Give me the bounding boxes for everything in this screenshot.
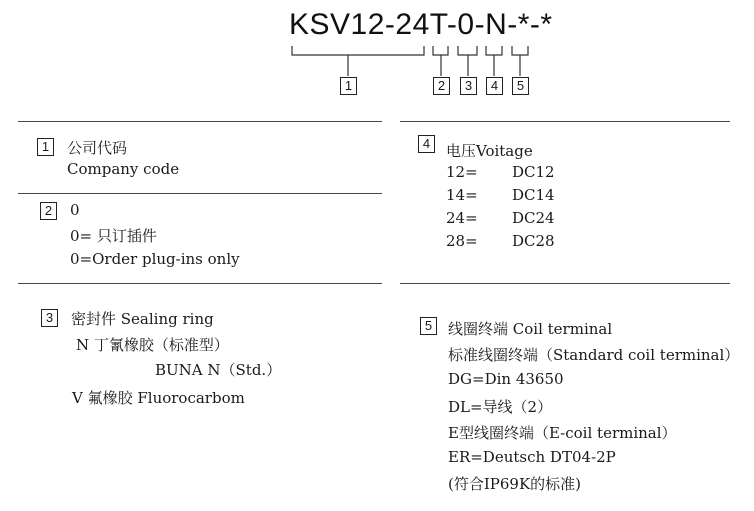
section-2-number: 2 — [40, 202, 57, 220]
section-1-title: 公司代码 — [67, 139, 128, 157]
section-3-number: 3 — [41, 309, 58, 327]
section-3-line: N 丁氰橡胶（标准型） — [76, 336, 229, 354]
section-5-line: ER=Deutsch DT04-2P — [448, 448, 616, 466]
rule-left-1 — [18, 193, 382, 194]
code-brackets — [0, 0, 754, 120]
section-2-line: 0=Order plug-ins only — [70, 250, 240, 268]
section-1-number: 1 — [37, 138, 54, 156]
voltage-value: DC24 — [512, 209, 555, 227]
section-5-number: 5 — [420, 317, 437, 335]
section-2-title: 0 — [70, 201, 80, 219]
section-5-line: E型线圈终端（E-coil terminal） — [448, 424, 677, 442]
section-3-line: V 氟橡胶 Fluorocarbom — [72, 389, 245, 407]
section-3-title: 密封件 Sealing ring — [71, 310, 214, 328]
voltage-code: 12= — [446, 163, 478, 181]
section-4-title: 电压Voitage — [446, 142, 533, 160]
section-5-line: 标准线圈终端（Standard coil terminal） — [448, 346, 740, 364]
model-code: KSV12-24T-0-N-*-* — [289, 8, 553, 41]
voltage-code: 24= — [446, 209, 478, 227]
section-5-line: (符合IP69K的标准) — [448, 475, 582, 493]
rule-left-2 — [18, 283, 382, 284]
rule-top-right — [400, 121, 730, 122]
rule-top-left — [18, 121, 382, 122]
voltage-value: DC28 — [512, 232, 555, 250]
code-box-2: 2 — [433, 77, 450, 95]
voltage-code: 14= — [446, 186, 478, 204]
section-5-title: 线圈终端 Coil terminal — [448, 320, 613, 338]
voltage-value: DC12 — [512, 163, 555, 181]
rule-right-1 — [400, 283, 730, 284]
voltage-value: DC14 — [512, 186, 555, 204]
section-5-line: DL=导线（2） — [448, 398, 553, 416]
code-box-3: 3 — [460, 77, 477, 95]
section-3-line: BUNA N（Std.） — [155, 361, 282, 379]
code-box-5: 5 — [512, 77, 529, 95]
section-4-number: 4 — [418, 135, 435, 153]
code-box-1: 1 — [340, 77, 357, 95]
section-2-line: 0= 只订插件 — [70, 227, 157, 245]
section-1-line: Company code — [67, 160, 180, 178]
section-5-line: DG=Din 43650 — [448, 370, 564, 388]
voltage-code: 28= — [446, 232, 478, 250]
code-box-4: 4 — [486, 77, 503, 95]
